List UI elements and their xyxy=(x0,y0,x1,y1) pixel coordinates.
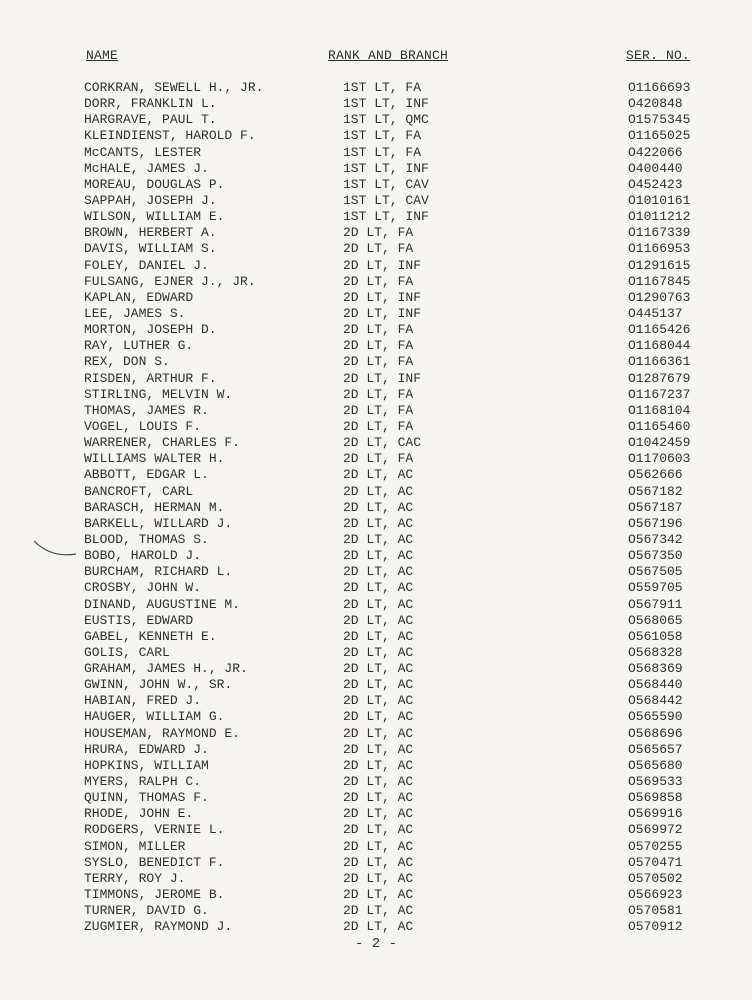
rank-branch: 2D LT, FA xyxy=(343,322,414,338)
rank-branch: 2D LT, AC xyxy=(343,870,414,886)
serial-number: O1010161 xyxy=(628,192,691,208)
roster-row xyxy=(0,839,752,855)
officer-name: SAPPAH, JOSEPH J. xyxy=(84,192,217,208)
rank-branch: 2D LT, INF xyxy=(343,257,422,273)
roster-row xyxy=(0,371,752,387)
serial-number: O1575345 xyxy=(628,112,691,128)
officer-name: McCANTS, LESTER xyxy=(84,144,202,160)
serial-number: O1042459 xyxy=(628,435,691,451)
officer-name: MORTON, JOSEPH D. xyxy=(84,322,217,338)
officer-name: VOGEL, LOUIS F. xyxy=(84,418,202,434)
rank-branch: 2D LT, AC xyxy=(343,467,414,483)
rank-branch: 1ST LT, FA xyxy=(343,144,422,160)
officer-name: MYERS, RALPH C. xyxy=(84,774,202,790)
rank-branch: 1ST LT, INF xyxy=(343,209,429,225)
roster-row xyxy=(0,387,752,403)
serial-number: O1290763 xyxy=(628,289,691,305)
rank-branch: 2D LT, FA xyxy=(343,402,414,418)
roster-row xyxy=(0,597,752,613)
rank-branch: 2D LT, AC xyxy=(343,903,414,919)
officer-name: HOUSEMAN, RAYMOND E. xyxy=(84,725,241,741)
roster-row xyxy=(0,112,752,128)
officer-name: KLEINDIENST, HAROLD F. xyxy=(84,128,256,144)
serial-number: O569533 xyxy=(628,774,683,790)
rank-branch: 2D LT, AC xyxy=(343,757,414,773)
serial-number: O568328 xyxy=(628,644,683,660)
serial-number: O1291615 xyxy=(628,257,691,273)
roster-row xyxy=(0,564,752,580)
officer-name: CROSBY, JOHN W. xyxy=(84,580,202,596)
rank-branch: 1ST LT, INF xyxy=(343,96,429,112)
pencil-check-mark xyxy=(32,537,78,559)
roster-row xyxy=(0,322,752,338)
roster-row xyxy=(0,419,752,435)
officer-name: HABIAN, FRED J. xyxy=(84,693,202,709)
officer-name: BURCHAM, RICHARD L. xyxy=(84,564,233,580)
serial-number: O565657 xyxy=(628,741,683,757)
rank-branch: 2D LT, AC xyxy=(343,612,414,628)
roster-row xyxy=(0,516,752,532)
rank-branch: 1ST LT, CAV xyxy=(343,176,429,192)
roster-row xyxy=(0,871,752,887)
serial-number: O568442 xyxy=(628,693,683,709)
serial-number: O567911 xyxy=(628,596,683,612)
officer-name: TIMMONS, JEROME B. xyxy=(84,887,225,903)
roster-row xyxy=(0,532,752,548)
roster-row xyxy=(0,403,752,419)
roster-row xyxy=(0,128,752,144)
roster-row xyxy=(0,435,752,451)
rank-branch: 2D LT, AC xyxy=(343,774,414,790)
rank-branch: 2D LT, AC xyxy=(343,515,414,531)
roster-row xyxy=(0,500,752,516)
rank-branch: 2D LT, AC xyxy=(343,644,414,660)
serial-number: O566923 xyxy=(628,887,683,903)
rank-branch: 2D LT, INF xyxy=(343,289,422,305)
serial-number: O445137 xyxy=(628,305,683,321)
serial-number: O569916 xyxy=(628,806,683,822)
roster-row xyxy=(0,96,752,112)
rank-branch: 2D LT, AC xyxy=(343,580,414,596)
roster-row xyxy=(0,484,752,500)
serial-number: O1165460 xyxy=(628,418,691,434)
serial-number: O568440 xyxy=(628,677,683,693)
officer-name: GRAHAM, JAMES H., JR. xyxy=(84,661,248,677)
roster-row xyxy=(0,919,752,935)
officer-name: DAVIS, WILLIAM S. xyxy=(84,241,217,257)
serial-number: O1168044 xyxy=(628,338,691,354)
rank-branch: 2D LT, FA xyxy=(343,338,414,354)
roster-row xyxy=(0,241,752,257)
rank-branch: 2D LT, AC xyxy=(343,628,414,644)
rank-branch: 1ST LT, INF xyxy=(343,160,429,176)
officer-name: BLOOD, THOMAS S. xyxy=(84,531,209,547)
officer-name: DORR, FRANKLIN L. xyxy=(84,96,217,112)
serial-number: O1166693 xyxy=(628,80,691,95)
officer-name: HRURA, EDWARD J. xyxy=(84,741,209,757)
officer-name: RAY, LUTHER G. xyxy=(84,338,194,354)
roster-row xyxy=(0,726,752,742)
roster-row xyxy=(0,645,752,661)
officer-name: THOMAS, JAMES R. xyxy=(84,402,209,418)
roster-row xyxy=(0,855,752,871)
officer-name: GWINN, JOHN W., SR. xyxy=(84,677,233,693)
roster-row xyxy=(0,580,752,596)
serial-number: O1165426 xyxy=(628,322,691,338)
officer-name: BARKELL, WILLARD J. xyxy=(84,515,233,531)
rank-branch: 2D LT, AC xyxy=(343,677,414,693)
rank-branch: 2D LT, AC xyxy=(343,725,414,741)
roster-row xyxy=(0,790,752,806)
officer-name: ZUGMIER, RAYMOND J. xyxy=(84,919,233,935)
roster-row xyxy=(0,709,752,725)
officer-name: FULSANG, EJNER J., JR. xyxy=(84,273,256,289)
roster-row xyxy=(0,548,752,564)
rank-branch: 2D LT, AC xyxy=(343,741,414,757)
rank-branch: 2D LT, AC xyxy=(343,790,414,806)
serial-number: O570581 xyxy=(628,903,683,919)
roster-row xyxy=(0,822,752,838)
roster-list xyxy=(0,80,752,935)
rank-branch: 2D LT, FA xyxy=(343,418,414,434)
header-serial-number: SER. NO. xyxy=(626,48,691,63)
rank-branch: 2D LT, AC xyxy=(343,564,414,580)
roster-row xyxy=(0,354,752,370)
serial-number: O570502 xyxy=(628,870,683,886)
serial-number: O1167845 xyxy=(628,273,691,289)
rank-branch: 1ST LT, CAV xyxy=(343,192,429,208)
rank-branch: 2D LT, AC xyxy=(343,854,414,870)
officer-name: EUSTIS, EDWARD xyxy=(84,612,194,628)
roster-row xyxy=(0,258,752,274)
officer-name: DINAND, AUGUSTINE M. xyxy=(84,596,241,612)
officer-name: BROWN, HERBERT A. xyxy=(84,225,217,241)
serial-number: O1170603 xyxy=(628,451,691,467)
officer-name: HAUGER, WILLIAM G. xyxy=(84,709,225,725)
rank-branch: 2D LT, INF xyxy=(343,370,422,386)
roster-row xyxy=(0,145,752,161)
officer-name: HARGRAVE, PAUL T. xyxy=(84,112,217,128)
rank-branch: 2D LT, AC xyxy=(343,822,414,838)
officer-name: BANCROFT, CARL xyxy=(84,483,194,499)
officer-name: WILLIAMS WALTER H. xyxy=(84,451,225,467)
roster-row xyxy=(0,693,752,709)
serial-number: O567505 xyxy=(628,564,683,580)
officer-name: KAPLAN, EDWARD xyxy=(84,289,194,305)
serial-number: O569858 xyxy=(628,790,683,806)
officer-name: SIMON, MILLER xyxy=(84,838,186,854)
serial-number: O568065 xyxy=(628,612,683,628)
officer-name: REX, DON S. xyxy=(84,354,170,370)
serial-number: O1166953 xyxy=(628,241,691,257)
serial-number: O565680 xyxy=(628,757,683,773)
rank-branch: 2D LT, FA xyxy=(343,386,414,402)
roster-row xyxy=(0,613,752,629)
roster-row xyxy=(0,758,752,774)
header-rank-branch: RANK AND BRANCH xyxy=(328,48,449,63)
serial-number: O570912 xyxy=(628,919,683,935)
roster-row xyxy=(0,225,752,241)
roster-row xyxy=(0,661,752,677)
officer-name: HOPKINS, WILLIAM xyxy=(84,757,209,773)
serial-number: O567187 xyxy=(628,499,683,515)
rank-branch: 2D LT, AC xyxy=(343,838,414,854)
roster-row xyxy=(0,451,752,467)
serial-number: O400440 xyxy=(628,160,683,176)
roster-row xyxy=(0,806,752,822)
serial-number: O559705 xyxy=(628,580,683,596)
header-name: NAME xyxy=(86,48,119,63)
roster-row xyxy=(0,677,752,693)
roster-row xyxy=(0,290,752,306)
serial-number: O562666 xyxy=(628,467,683,483)
rank-branch: 2D LT, FA xyxy=(343,225,414,241)
serial-number: O1167237 xyxy=(628,386,691,402)
officer-name: SYSLO, BENEDICT F. xyxy=(84,854,225,870)
page-number: - 2 - xyxy=(354,936,397,952)
roster-row xyxy=(0,177,752,193)
officer-name: WARRENER, CHARLES F. xyxy=(84,435,241,451)
officer-name: WILSON, WILLIAM E. xyxy=(84,209,225,225)
officer-name: McHALE, JAMES J. xyxy=(84,160,209,176)
officer-name: FOLEY, DANIEL J. xyxy=(84,257,209,273)
roster-row xyxy=(0,80,752,96)
serial-number: O567196 xyxy=(628,515,683,531)
rank-branch: 1ST LT, FA xyxy=(343,128,422,144)
roster-row xyxy=(0,274,752,290)
officer-name: RISDEN, ARTHUR F. xyxy=(84,370,217,386)
serial-number: O1287679 xyxy=(628,370,691,386)
serial-number: O568696 xyxy=(628,725,683,741)
rank-branch: 2D LT, AC xyxy=(343,693,414,709)
officer-name: QUINN, THOMAS F. xyxy=(84,790,209,806)
officer-name: CORKRAN, SEWELL H., JR. xyxy=(84,80,264,95)
officer-name: RHODE, JOHN E. xyxy=(84,806,194,822)
roster-row xyxy=(0,161,752,177)
roster-row xyxy=(0,742,752,758)
serial-number: O569972 xyxy=(628,822,683,838)
rank-branch: 1ST LT, QMC xyxy=(343,112,429,128)
rank-branch: 2D LT, CAC xyxy=(343,435,422,451)
roster-row xyxy=(0,887,752,903)
serial-number: O1166361 xyxy=(628,354,691,370)
roster-row xyxy=(0,193,752,209)
officer-name: ABBOTT, EDGAR L. xyxy=(84,467,209,483)
officer-name: GABEL, KENNETH E. xyxy=(84,628,217,644)
serial-number: O567350 xyxy=(628,548,683,564)
officer-name: BARASCH, HERMAN M. xyxy=(84,499,225,515)
rank-branch: 2D LT, AC xyxy=(343,806,414,822)
officer-name: RODGERS, VERNIE L. xyxy=(84,822,225,838)
serial-number: O452423 xyxy=(628,176,683,192)
rank-branch: 1ST LT, FA xyxy=(343,80,422,95)
roster-row xyxy=(0,629,752,645)
rank-branch: 2D LT, AC xyxy=(343,531,414,547)
serial-number: O1167339 xyxy=(628,225,691,241)
rank-branch: 2D LT, FA xyxy=(343,273,414,289)
serial-number: O570471 xyxy=(628,854,683,870)
rank-branch: 2D LT, FA xyxy=(343,241,414,257)
rank-branch: 2D LT, AC xyxy=(343,709,414,725)
roster-row xyxy=(0,338,752,354)
rank-branch: 2D LT, AC xyxy=(343,548,414,564)
rank-branch: 2D LT, AC xyxy=(343,661,414,677)
officer-name: TERRY, ROY J. xyxy=(84,870,186,886)
rank-branch: 2D LT, FA xyxy=(343,354,414,370)
roster-row xyxy=(0,467,752,483)
roster-row xyxy=(0,209,752,225)
serial-number: O422066 xyxy=(628,144,683,160)
officer-name: STIRLING, MELVIN W. xyxy=(84,386,233,402)
roster-row xyxy=(0,306,752,322)
serial-number: O570255 xyxy=(628,838,683,854)
officer-name: MOREAU, DOUGLAS P. xyxy=(84,176,225,192)
serial-number: O420848 xyxy=(628,96,683,112)
serial-number: O1165025 xyxy=(628,128,691,144)
rank-branch: 2D LT, AC xyxy=(343,887,414,903)
rank-branch: 2D LT, AC xyxy=(343,919,414,935)
serial-number: O1168104 xyxy=(628,402,691,418)
roster-row xyxy=(0,903,752,919)
officer-name: GOLIS, CARL xyxy=(84,644,170,660)
serial-number: O565590 xyxy=(628,709,683,725)
column-header xyxy=(0,48,752,68)
roster-row xyxy=(0,774,752,790)
rank-branch: 2D LT, AC xyxy=(343,483,414,499)
serial-number: O561058 xyxy=(628,628,683,644)
officer-name: TURNER, DAVID G. xyxy=(84,903,209,919)
serial-number: O567342 xyxy=(628,531,683,547)
officer-name: LEE, JAMES S. xyxy=(84,305,186,321)
rank-branch: 2D LT, FA xyxy=(343,451,414,467)
serial-number: O567182 xyxy=(628,483,683,499)
rank-branch: 2D LT, AC xyxy=(343,499,414,515)
officer-name: BOBO, HAROLD J. xyxy=(84,548,202,564)
serial-number: O568369 xyxy=(628,661,683,677)
serial-number: O1011212 xyxy=(628,209,691,225)
rank-branch: 2D LT, INF xyxy=(343,305,422,321)
rank-branch: 2D LT, AC xyxy=(343,596,414,612)
